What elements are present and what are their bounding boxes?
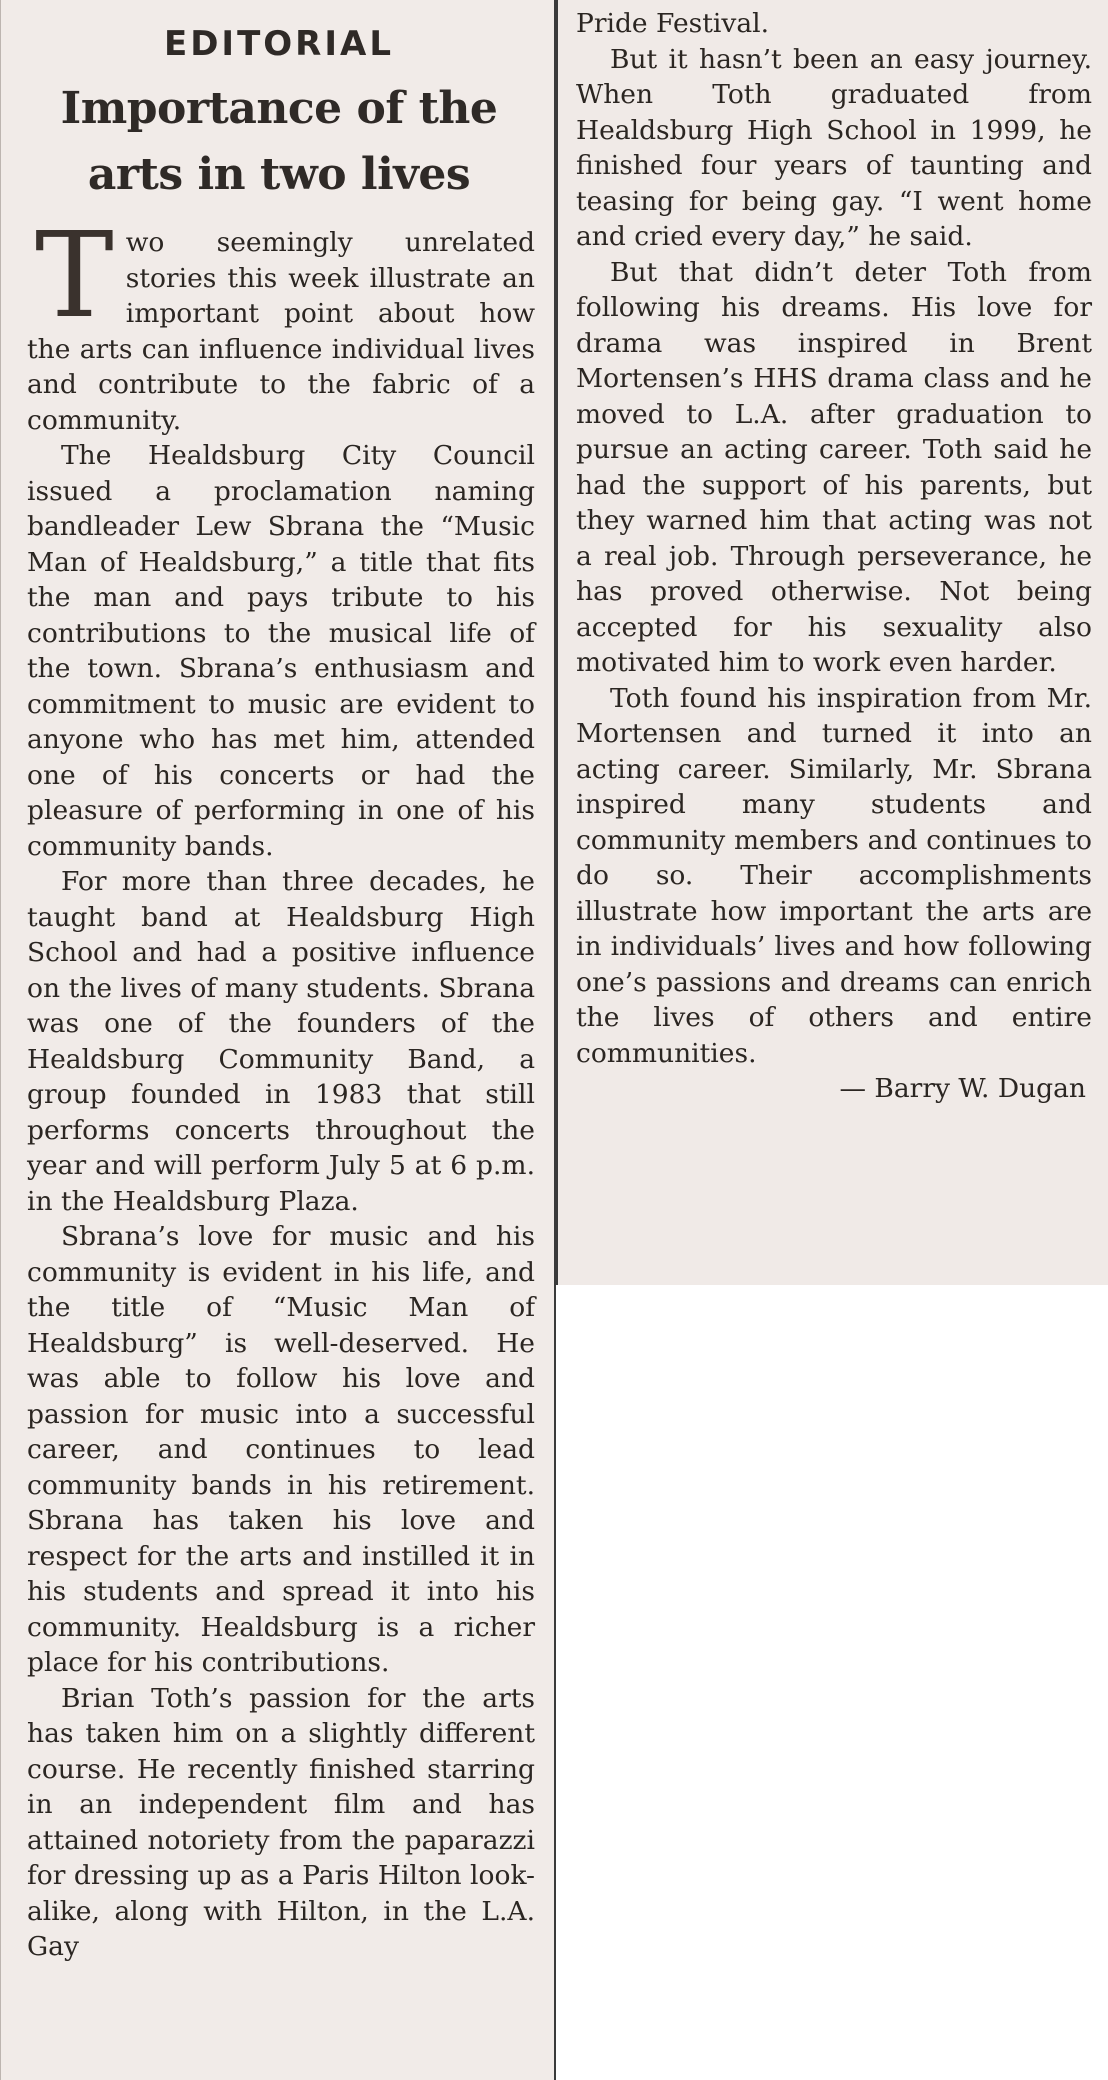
right-column-body [576,6,1092,1107]
right-column-clipping [556,0,1108,1285]
paragraph-1-text: wo seemingly unrelated stories this week illustrate an important point about how the arts can influence individual lives and contribute to the fabric of a community. [27,227,535,436]
drop-cap: T [35,206,114,344]
author-signature: — Barry W. Dugan [839,1073,1086,1104]
paragraph-4: Sbrana’s love for music and his community is evident in his life, and the title of “Music Man of Healdsburg” is well-deserved. He was able to follow his love and passion for music into a successful career, and continues to lead community bands in his retirement. Sbrana has taken his love and respect for the arts and instilled it in his students and spread it into his community. Healdsburg is a richer place for his contributions. [27,1221,535,1678]
paragraph-2: The Healdsburg City Council issued a proclamation naming bandleader Lew Sbrana the “Music Man of Healdsburg,” a title that fits the man and pays tribute to his contributions to the musical life of the town. Sbrana’s enthusiasm and commitment to music are evident to anyone who has met him, attended one of his concerts or had the pleasure of performing in one of his community bands. [27,440,535,862]
section-kicker: EDITORIAL [163,24,394,64]
headline: Importance of the arts in two lives [60,83,498,200]
left-column-body [27,206,535,1965]
paragraph-1 [27,206,535,438]
paragraph-8: Toth found his inspiration from Mr. Mortensen and turned it into an acting career. Similarly, Mr. Sbrana inspired many students and community members and continues to do so. Their accomplishments illustrate how important the arts are in individuals’ lives and how following one’s passions and dreams can enrich the lives of others and entire communities. [576,682,1092,1069]
paragraph-5: Brian Toth’s passion for the arts has taken him on a slightly different course. He recently finished starring in an independent film and has attained notoriety from the paparazzi for dressing up as a Paris Hilton look-alike, along with Hilton, in the L.A. Gay [27,1682,535,1962]
paragraph-3: For more than three decades, he taught band at Healdsburg High School and had a positive influence on the lives of many students. Sbrana was one of the founders of the Healdsburg Community Band, a group founded in 1983 that still performs concerts throughout the year and will perform July 5 at 6 p.m. in the Healdsburg Plaza. [27,866,535,1217]
paragraph-7: But that didn’t deter Toth from following his dreams. His love for drama was inspired in Brent Mortensen’s HHS drama class and he moved to L.A. after graduation to pursue an acting career. Toth said he had the support of his parents, but they warned him that acting was not a real job. Through perseverance, he has proved otherwise. Not being accepted for his sexuality also motivated him to work even harder. [576,256,1092,678]
paragraph-6: But it hasn’t been an easy journey. When Toth graduated from Healdsburg High School in 1999, he finished four years of taunting and teasing for being gay. “I went home and cried every day,” he said. [576,43,1092,252]
continuation-line: Pride Festival. [576,8,770,39]
